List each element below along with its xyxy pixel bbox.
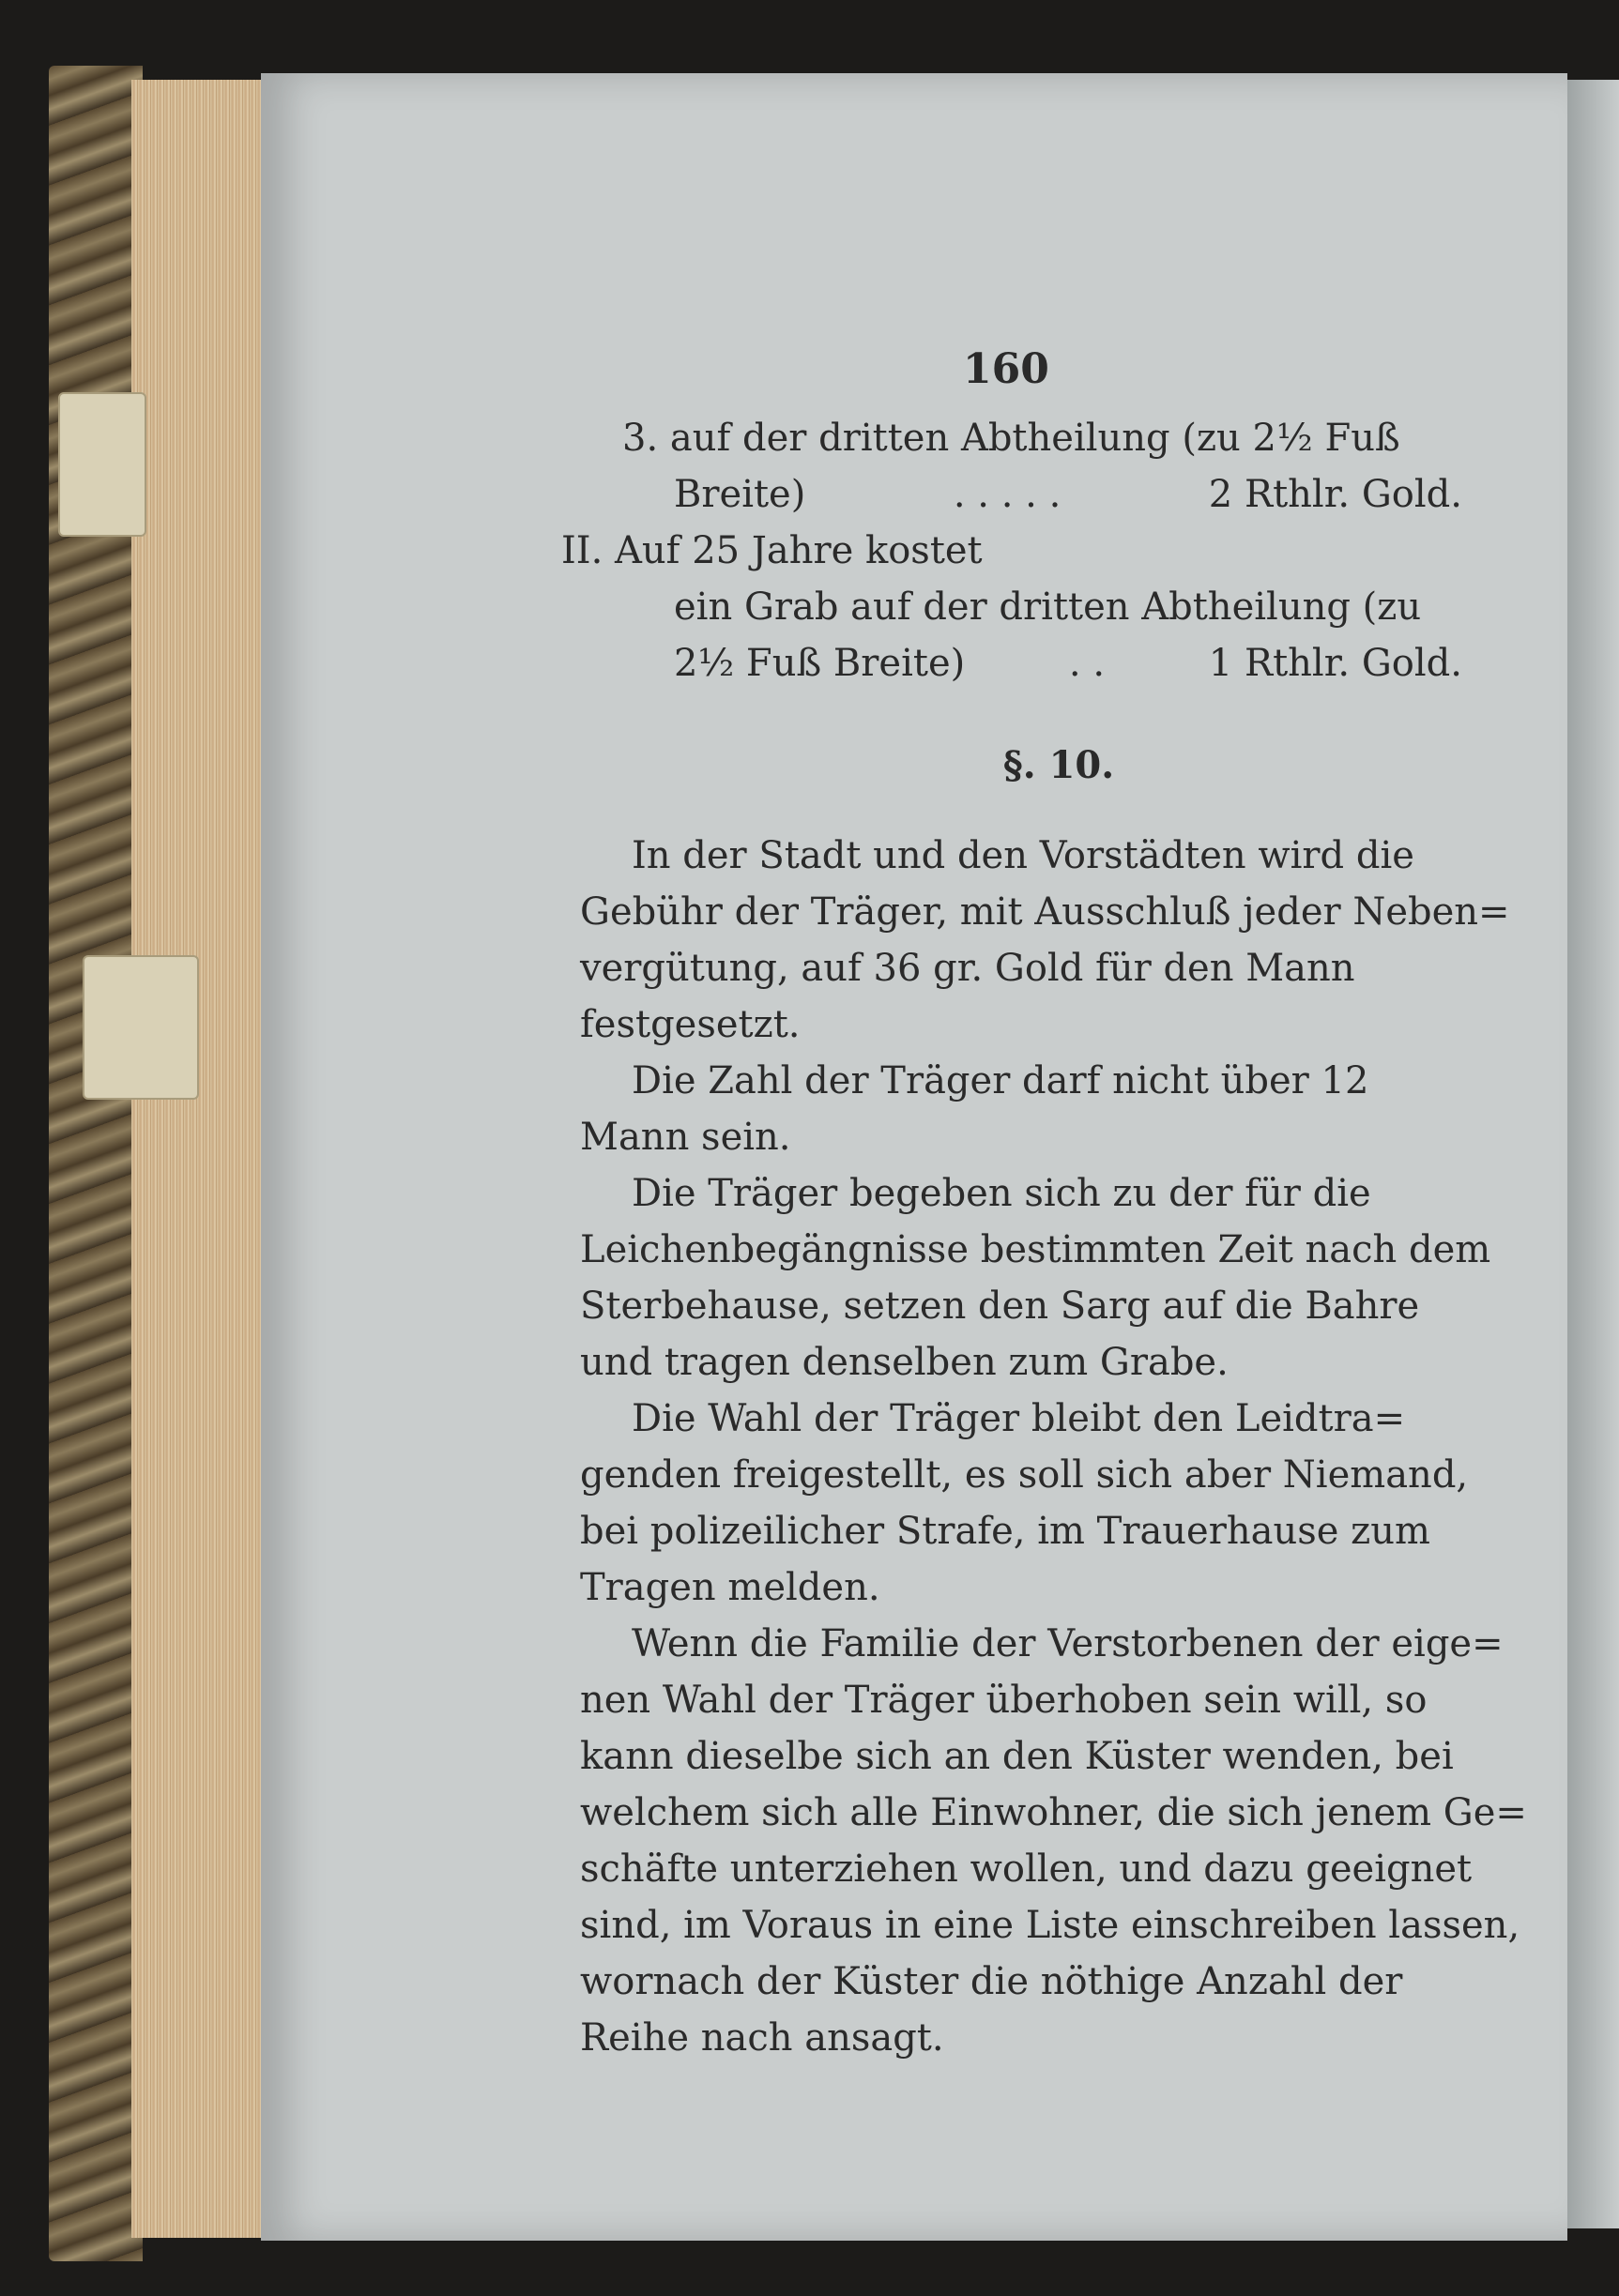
text-line: Die Wahl der Träger bleibt den Leidtra=	[632, 1397, 1406, 1440]
text-line: kann dieselbe sich an den Küster wenden, bei	[580, 1735, 1454, 1778]
text-line: 2½ Fuß Breite) . . 1 Rthlr. Gold.	[674, 642, 1462, 685]
text-line: wornach der Küster die nöthige Anzahl der	[580, 1960, 1403, 2003]
text-line: Tragen melden.	[580, 1566, 880, 1609]
text-line: Reihe nach ansagt.	[580, 2016, 944, 2060]
text-line: Die Zahl der Träger darf nicht über 12	[632, 1059, 1369, 1102]
text-line: II. Auf 25 Jahre kostet	[561, 529, 983, 572]
text-line: Breite) . . . . . 2 Rthlr. Gold.	[674, 473, 1462, 516]
page-number: 160	[963, 345, 1049, 393]
text-line: Sterbehause, setzen den Sarg auf die Bahre	[580, 1285, 1420, 1328]
text-line: Leichenbegängnisse bestimmten Zeit nach dem	[580, 1228, 1491, 1271]
text-line: 3. auf der dritten Abtheilung (zu 2½ Fuß	[622, 417, 1400, 460]
text-line: Gebühr der Träger, mit Ausschluß jeder Neben=	[580, 890, 1510, 934]
text-line: und tragen denselben zum Grabe.	[580, 1341, 1229, 1384]
text-line: Wenn die Familie der Verstorbenen der eige=	[632, 1622, 1504, 1665]
text-line: nen Wahl der Träger überhoben sein will, so	[580, 1679, 1428, 1722]
text-line: welchem sich alle Einwohner, die sich jenem Ge=	[580, 1791, 1527, 1834]
text-line: sind, im Voraus in eine Liste einschreiben lassen,	[580, 1904, 1520, 1947]
text-line: schäfte unterziehen wollen, und dazu geeignet	[580, 1847, 1473, 1891]
section-heading: §. 10.	[1002, 743, 1115, 787]
text-line: festgesetzt.	[580, 1003, 801, 1046]
text-line: vergütung, auf 36 gr. Gold für den Mann	[580, 947, 1355, 990]
next-page-edge	[1563, 80, 1619, 2228]
text-line: genden freigestellt, es soll sich aber Niemand,	[580, 1453, 1469, 1497]
bookmark-tab	[58, 392, 146, 537]
bookmark-tab	[83, 955, 199, 1100]
text-line: ein Grab auf der dritten Abtheilung (zu	[674, 585, 1422, 629]
text-line: Mann sein.	[580, 1116, 791, 1159]
text-line: Die Träger begeben sich zu der für die	[632, 1172, 1371, 1215]
page-edges	[131, 80, 263, 2238]
text-line: In der Stadt und den Vorstädten wird die	[632, 834, 1414, 877]
text-line: bei polizeilicher Strafe, im Trauerhause zum	[580, 1510, 1430, 1553]
book-page	[261, 73, 1567, 2241]
